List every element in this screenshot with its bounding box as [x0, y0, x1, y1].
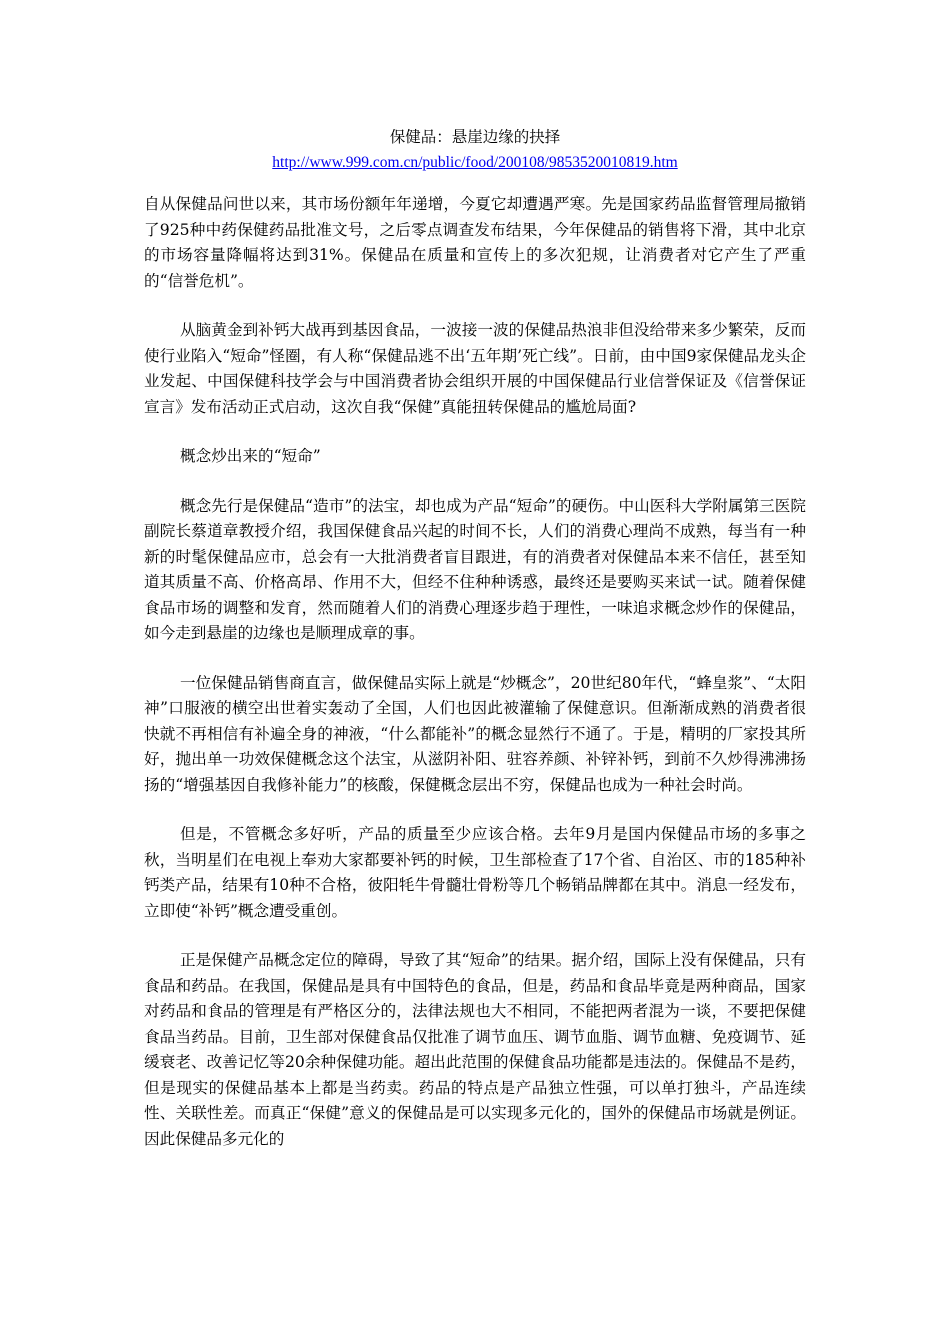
- paragraph-positioning: 正是保健产品概念定位的障碍，导致了其“短命”的结果。据介绍，国际上没有保健品，只有食品和药品。在我国，保健品是具有中国特色的食品，但是，药品和食品毕竟是两种商品，国家对药品和食品的管理是有严格区分的，法律法规也大不相同，不能把两者混为一谈，不要把保健食品当药品。目前，卫生部对保健食品仅批准了调节血压、调节血脂、调节血糖、免疫调节、延缓衰老、改善记忆等20余种保健功能。超出此范围的保健食品功能都是违法的。保健品不是药，但是现实的保健品基本上都是当药卖。药品的特点是产品独立性强，可以单打独斗，产品连续性、关联性差。而真正“保健”意义的保健品是可以实现多元化的，国外的保健品市场就是例证。因此保健品多元化的: [144, 951, 806, 1148]
- section-heading: 概念炒出来的“短命”: [180, 447, 321, 465]
- paragraph-intro: 自从保健品问世以来，其市场份额年年递增，今夏它却遭遇严寒。先是国家药品监督管理局撤销了925种中药保健药品批准文号，之后零点调查发布结果，今年保健品的销售将下滑，其中北京的市场容量降幅将达到31%。保健品在质量和宣传上的多次犯规，让消费者对它产生了严重的“信誉危机”。: [144, 195, 806, 290]
- paragraph-concept: 概念先行是保健品“造市”的法宝，却也成为产品“短命”的硬伤。中山医科大学附属第三医院副院长蔡道章教授介绍，我国保健食品兴起的时间不长，人们的消费心理尚不成熟，每当有一种新的时髦保健品应市，总会有一大批消费者盲目跟进，有的消费者对保健品本来不信任，甚至知道其质量不高、价格高昂、作用不大，但经不住种种诱惑，最终还是要购买来试一试。随着保健食品市场的调整和发育，然而随着人们的消费心理逐步趋于理性，一味追求概念炒作的保健品，如今走到悬崖的边缘也是顺理成章的事。: [144, 496, 806, 642]
- source-url-link[interactable]: http://www.999.com.cn/public/food/200108/9853520010819.htm: [272, 154, 678, 171]
- paragraph-seller: 一位保健品销售商直言，做保健品实际上就是“炒概念”，20世纪80年代，“蜂皇浆”、“太阳神”口服液的横空出世着实轰动了全国，人们也因此被灌输了保健意识。但渐渐成熟的消费者很快就不再相信有补遍全身的神液，“什么都能补”的概念显然行不通了。于是，精明的厂家投其所好，抛出单一功效保健概念这个法宝，从滋阴补阳、驻容养颜、补锌补钙，到前不久炒得沸沸扬扬的“增强基因自我修补能力”的核酸，保健概念层出不穷，保健品也成为一种社会时尚。: [144, 673, 806, 794]
- document-title: 保健品：悬崖边缘的抉择: [389, 128, 561, 146]
- paragraph-background: 从脑黄金到补钙大战再到基因食品，一波接一波的保健品热浪非但没给带来多少繁荣，反而使行业陷入“短命”怪圈，有人称“保健品逃不出‘五年期’死亡线”。日前，由中国9家保健品龙头企业发起、中国保健科技学会与中国消费者协会组织开展的中国保健品行业信誉保证及《信誉保证宣言》发布活动正式启动，这次自我“保健”真能扭转保健品的尴尬局面?: [144, 321, 806, 416]
- document-page: [144, 124, 806, 1152]
- paragraph-quality: 但是，不管概念多好听，产品的质量至少应该合格。去年9月是国内保健品市场的多事之秋，当明星们在电视上奉劝大家都要补钙的时候，卫生部检查了17个省、自治区、市的185种补钙类产品，结果有10种不合格，彼阳牦牛骨髓壮骨粉等几个畅销品牌都在其中。消息一经发布，立即使“补钙”概念遭受重创。: [144, 825, 806, 920]
